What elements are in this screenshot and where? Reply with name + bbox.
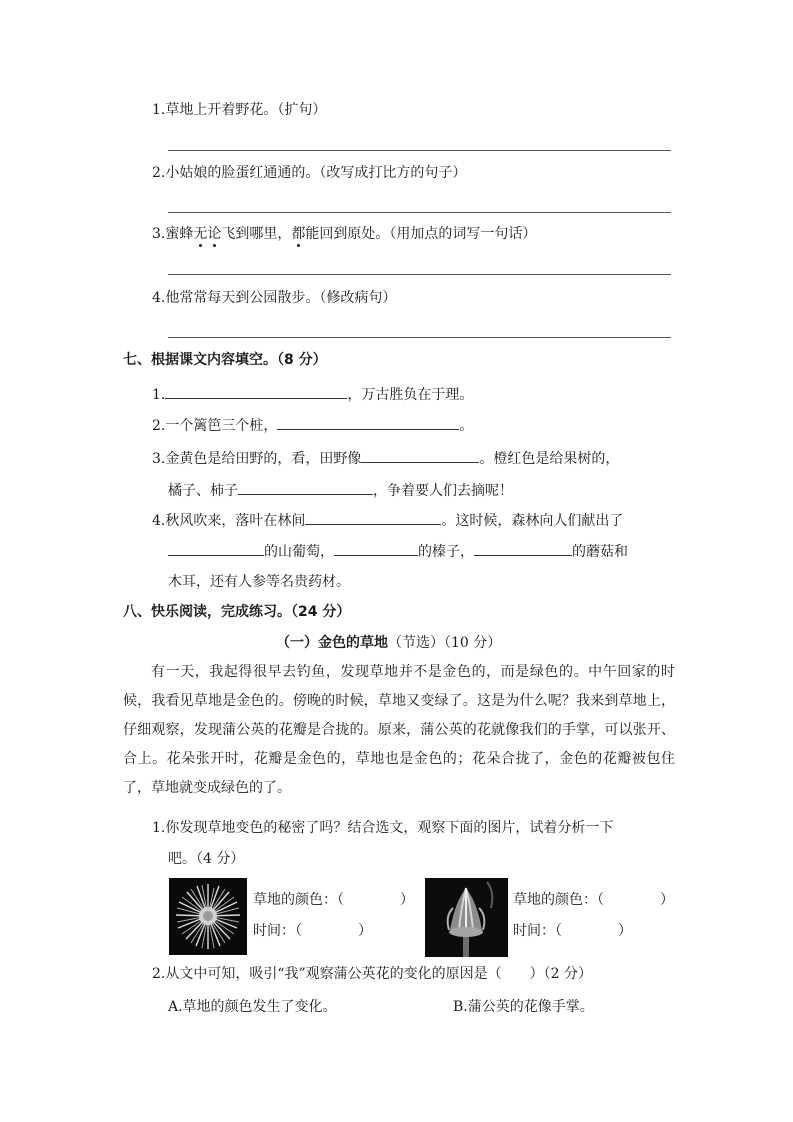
passage-title (276, 633, 501, 653)
open-dandelion-icon (169, 878, 247, 955)
question-text: 能回到原处。（用加点的词写一句话） (305, 226, 537, 242)
question-8-1-cont: 吧。（4 分） (168, 851, 245, 867)
question-number: 1. (152, 102, 166, 118)
passage-body: 有一天，我起得很早去钓鱼，发现草地并不是金色的，而是绿色的。中午回家的时候，我看见草地是金色的。傍晚的时候，草地又变绿了。这是为什么呢？我来到草地上，仔细观察，发现蒲公英的花瓣是合拢的。原来，蒲公英的花就像我们的手掌，可以张开、合上。花朵张开时，花瓣是金色的，草地也是金色的；花朵合拢了，金色的花瓣被包住了，草地就变成绿色的了。 (123, 664, 675, 796)
question-number: 2. (152, 418, 166, 434)
question-text: ，万古胜负在于理。 (347, 387, 474, 403)
question-7-2 (152, 414, 473, 436)
passage-note: （节选）（10 分） (388, 635, 502, 651)
question-number: 3. (152, 226, 166, 242)
fill-blank[interactable] (305, 509, 441, 525)
section-7-title: 七、根据课文内容填空。（8 分） (123, 352, 327, 368)
question-text: 他常常每天到公园散步。（修改病句） (165, 290, 397, 306)
question-number: 2. (152, 966, 166, 982)
dotted-word: 无 (193, 226, 208, 242)
question-text: 金黄色是给田野的，看，田野像 (165, 451, 362, 467)
question-text: 草地上开着野花。（扩句） (165, 102, 327, 118)
question-6-2 (152, 163, 466, 183)
question-8-1 (152, 818, 613, 838)
pic1-time-label: 时间：（ ） (253, 923, 372, 939)
question-number: 4. (152, 290, 166, 306)
fill-blank[interactable] (334, 540, 418, 556)
question-6-1 (152, 100, 326, 120)
fill-blank[interactable] (361, 447, 479, 463)
option-b[interactable]: B.蒲公英的花像手掌。 (453, 999, 594, 1015)
section-8-title: 八、快乐阅读，完成练习。（24 分） (123, 604, 351, 620)
question-7-4-cont (168, 540, 628, 562)
question-text: 。橙红色是给果树的， (479, 451, 620, 467)
passage-title-text: （一）金色的草地 (276, 635, 388, 651)
question-text: 一个篱笆三个桩， (165, 418, 278, 434)
question-text: 的蘑菇和 (572, 544, 628, 560)
question-number: 4. (152, 513, 166, 529)
question-number: 3. (152, 451, 166, 467)
question-text: ，争着要人们去摘呢！ (373, 483, 513, 499)
question-text: 飞到哪里， (221, 226, 292, 242)
answer-line[interactable] (168, 337, 671, 338)
question-6-4 (152, 288, 396, 308)
closed-dandelion-icon (425, 878, 508, 957)
option-a[interactable]: A.草地的颜色发生了变化。 (168, 999, 337, 1015)
fill-blank[interactable] (474, 540, 572, 556)
fill-blank[interactable] (168, 540, 264, 556)
question-text: 你发现草地变色的秘密了吗？结合选文，观察下面的图片，试着分析一下 (165, 820, 614, 836)
question-8-2 (152, 964, 592, 984)
question-7-4-end: 木耳，还有人参等名贵药材。 (168, 574, 350, 590)
question-text: 小姑娘的脸蛋红通通的。（改写成打比方的句子） (165, 165, 467, 181)
question-7-4 (152, 509, 623, 531)
question-7-3 (152, 447, 619, 469)
question-7-1 (152, 383, 473, 405)
question-text: 。 (459, 418, 474, 434)
dotted-word: 都 (291, 226, 306, 242)
pic2-time-label: 时间：（ ） (513, 923, 632, 939)
closed-dandelion-photo (425, 878, 508, 957)
question-text: 。这时候，森林向人们献出了 (441, 513, 624, 529)
question-number: 1. (152, 820, 166, 836)
question-text: 的榛子， (418, 544, 474, 560)
question-7-3-cont (168, 479, 513, 501)
question-number: 1. (152, 387, 166, 403)
question-text: 蜜蜂 (165, 226, 194, 242)
question-text: 从文中可知，吸引“我”观察蒲公英花的变化的原因是（ ）（2 分） (165, 966, 593, 982)
question-6-3 (152, 224, 536, 244)
dotted-word: 论 (207, 226, 222, 242)
answer-line[interactable] (168, 274, 671, 275)
answer-line[interactable] (168, 150, 671, 151)
fill-blank[interactable] (277, 414, 459, 430)
fill-blank[interactable] (238, 479, 373, 495)
question-text: 秋风吹来，落叶在林间 (165, 513, 306, 529)
question-number: 2. (152, 165, 166, 181)
question-text: 橘子、柿子 (168, 483, 238, 499)
open-dandelion-photo (169, 878, 247, 955)
pic2-color-label: 草地的颜色：（ ） (513, 892, 674, 908)
question-text: 的山葡萄， (264, 544, 334, 560)
pic1-color-label: 草地的颜色：（ ） (253, 892, 414, 908)
answer-line[interactable] (168, 212, 671, 213)
fill-blank[interactable] (165, 383, 347, 399)
